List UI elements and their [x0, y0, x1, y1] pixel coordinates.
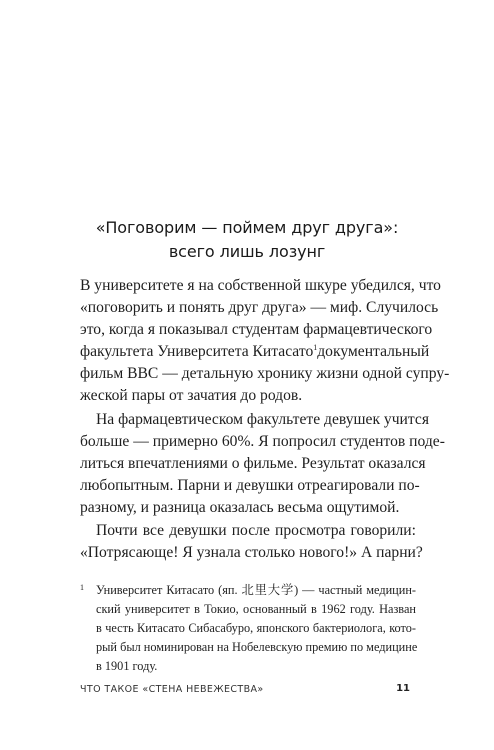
text-line: На фармацевтическом факультете девушек учится	[96, 411, 430, 428]
section-heading-line-1: «Поговорим — поймем друг друга»:	[95, 218, 399, 237]
text-line: жеской пары от зачатия до родов.	[80, 387, 303, 404]
footnote-mark: 1	[80, 583, 84, 592]
text-fragment: факультета Университета Китасато	[80, 343, 314, 360]
footnote-line: ский университет в Токио, основанный в 1962 году. Назван	[96, 602, 416, 616]
text-line: «поговорить и понять друг друга» — миф. Случилось	[80, 299, 439, 316]
text-line-with-footnote-ref	[80, 342, 430, 362]
page-number: 11	[396, 683, 410, 694]
section-heading-line-2: всего лишь лозунг	[168, 242, 326, 261]
text-line: Почти все девушки после просмотра говорили:	[96, 522, 416, 539]
text-line: любопытным. Парни и девушки отреагировали по-	[80, 477, 420, 494]
text-line: разному, и разница оказалась весьма ощутимой.	[80, 499, 400, 516]
footnote-line: Университет Китасато (яп. 北里大学) — частный медицин-	[96, 583, 416, 597]
text-line: «Потрясающе! Я узнала столько нового!» А парни?	[80, 544, 423, 561]
text-fragment: документальный	[317, 343, 430, 360]
footnote-line: в честь Китасато Сибасабуро, японского бактериолога, кото-	[96, 621, 416, 635]
text-line: фильм BBC — детальную хронику жизни одной супру-	[80, 365, 450, 382]
running-footer-title: ЧТО ТАКОЕ «СТЕНА НЕВЕЖЕСТВА»	[80, 684, 264, 695]
footnote-line: в 1901 году.	[96, 659, 158, 673]
text-line: это, когда я показывал студентам фармацевтического	[80, 321, 433, 338]
text-line: В университете я на собственной шкуре убедился, что	[80, 277, 441, 294]
footnote-line: рый был номинирован на Нобелевскую премию по медицине	[96, 640, 418, 654]
text-line: больше — примерно 60%. Я попросил студентов поде-	[80, 433, 445, 450]
text-line: литься впечатлениями о фильме. Результат оказался	[80, 455, 426, 472]
footnote-reference: 1	[313, 342, 318, 352]
